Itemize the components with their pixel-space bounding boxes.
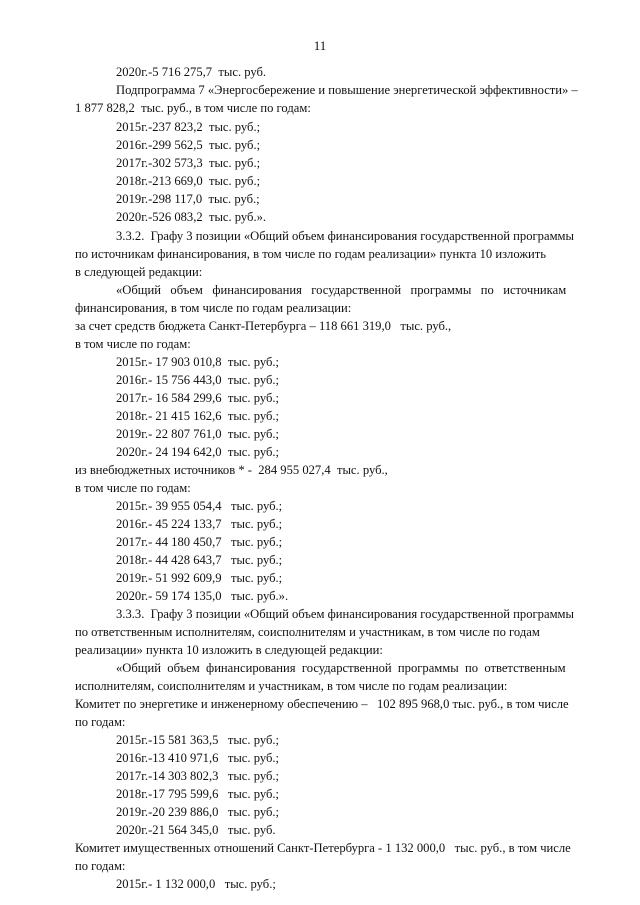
text-line: Подпрограмма 7 «Энергосбережение и повышение энергетической эффективности» – <box>116 83 578 97</box>
text-line: 2020г.-526 083,2 тыс. руб.». <box>116 210 267 224</box>
text-line: по источникам финансирования, в том числе по годам реализации» пункта 10 изложить <box>75 247 547 261</box>
text-line: 2016г.-299 562,5 тыс. руб.; <box>116 138 261 152</box>
text-line: «Общий объем финансирования государственной программы по ответственным <box>116 661 566 675</box>
text-line: 2016г.- 15 756 443,0 тыс. руб.; <box>116 373 280 387</box>
text-line: 2016г.- 45 224 133,7 тыс. руб.; <box>116 517 283 531</box>
text-line: 2020г.-21 564 345,0 тыс. руб. <box>116 823 276 837</box>
text-line: 2020г.-5 716 275,7 тыс. руб. <box>116 65 267 79</box>
text-line: 2018г.-213 669,0 тыс. руб.; <box>116 174 261 188</box>
text-line: 2017г.- 44 180 450,7 тыс. руб.; <box>116 535 283 549</box>
text-line: 2020г.- 59 174 135,0 тыс. руб.». <box>116 589 289 603</box>
text-line: 2019г.-20 239 886,0 тыс. руб.; <box>116 805 280 819</box>
text-line: 2016г.-13 410 971,6 тыс. руб.; <box>116 751 280 765</box>
text-line: за счет средств бюджета Санкт-Петербурга – 118 661 319,0 тыс. руб., <box>75 319 452 333</box>
text-line: 2018г.- 44 428 643,7 тыс. руб.; <box>116 553 283 567</box>
text-line: по годам: <box>75 859 126 873</box>
page-number: 11 <box>313 38 327 53</box>
text-line: Комитет по энергетике и инженерному обеспечению – 102 895 968,0 тыс. руб., в том числе <box>75 697 569 711</box>
text-line: 2015г.-15 581 363,5 тыс. руб.; <box>116 733 280 747</box>
text-line: 1 877 828,2 тыс. руб., в том числе по годам: <box>75 101 311 115</box>
text-line: по годам: <box>75 715 126 729</box>
text-line: в следующей редакции: <box>75 265 203 279</box>
text-line: финансирования, в том числе по годам реализации: <box>75 301 352 315</box>
text-line: по ответственным исполнителям, соисполнителям и участникам, в том числе по годам <box>75 625 540 639</box>
text-line: «Общий объем финансирования государственной программы по источникам <box>116 283 567 297</box>
text-line: исполнителям, соисполнителям и участникам, в том числе по годам реализации: <box>75 679 508 693</box>
text-line: в том числе по годам: <box>75 337 191 351</box>
text-line: 2015г.-237 823,2 тыс. руб.; <box>116 120 261 134</box>
text-line: 2019г.-298 117,0 тыс. руб.; <box>116 192 260 206</box>
text-line: 2017г.-302 573,3 тыс. руб.; <box>116 156 261 170</box>
text-line: из внебюджетных источников * - 284 955 027,4 тыс. руб., <box>75 463 388 477</box>
text-line: 2019г.- 51 992 609,9 тыс. руб.; <box>116 571 283 585</box>
text-line: 2015г.- 1 132 000,0 тыс. руб.; <box>116 877 276 891</box>
text-line: 2015г.- 39 955 054,4 тыс. руб.; <box>116 499 283 513</box>
text-line: 3.3.2. Графу 3 позиции «Общий объем финансирования государственной программы <box>116 229 574 243</box>
text-line: 2020г.- 24 194 642,0 тыс. руб.; <box>116 445 280 459</box>
text-line: 2017г.-14 303 802,3 тыс. руб.; <box>116 769 280 783</box>
text-line: 2018г.-17 795 599,6 тыс. руб.; <box>116 787 280 801</box>
text-line: 2019г.- 22 807 761,0 тыс. руб.; <box>116 427 280 441</box>
text-line: Комитет имущественных отношений Санкт-Петербурга - 1 132 000,0 тыс. руб., в том числе <box>75 841 571 855</box>
text-line: 2018г.- 21 415 162,6 тыс. руб.; <box>116 409 280 423</box>
text-line: реализации» пункта 10 изложить в следующей редакции: <box>75 643 383 657</box>
text-line: 2017г.- 16 584 299,6 тыс. руб.; <box>116 391 280 405</box>
text-line: 2015г.- 17 903 010,8 тыс. руб.; <box>116 355 280 369</box>
text-line: 3.3.3. Графу 3 позиции «Общий объем финансирования государственной программы <box>116 607 574 621</box>
text-line: в том числе по годам: <box>75 481 191 495</box>
